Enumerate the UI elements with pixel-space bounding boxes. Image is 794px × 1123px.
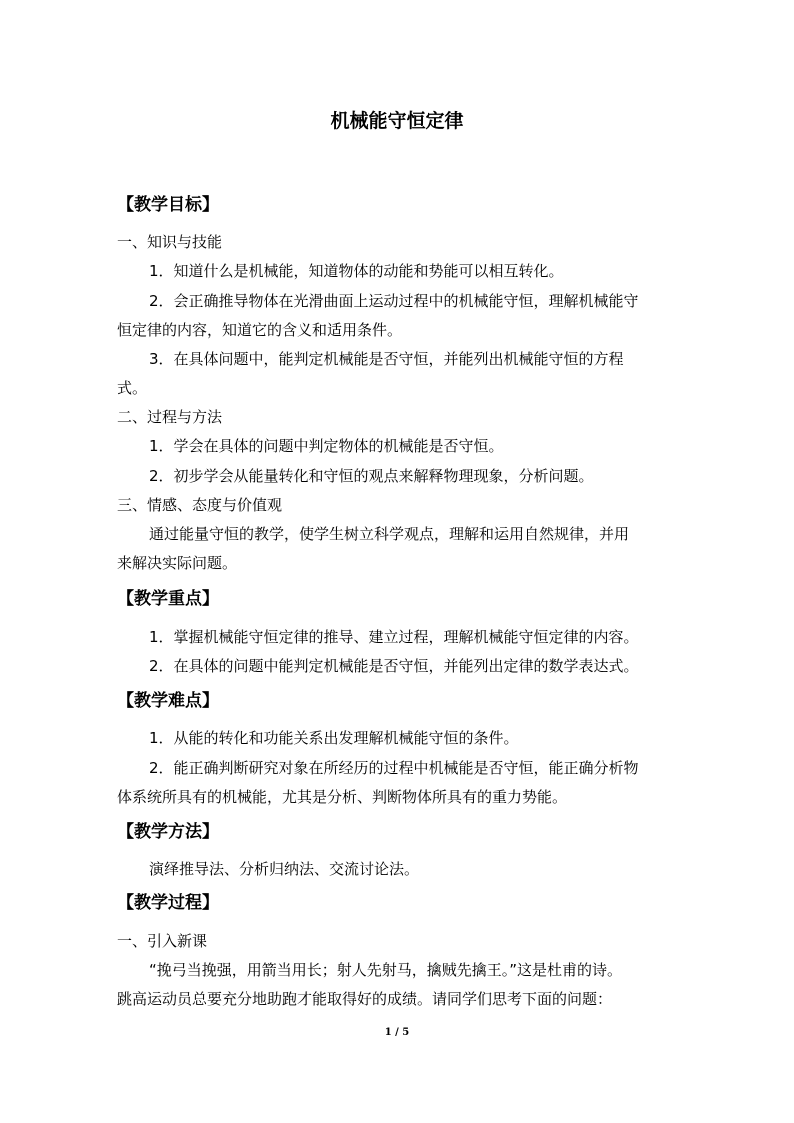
heading-teaching-objectives: 【教学目标】 [117,195,219,215]
introduction-paragraph-line2: 跳高运动员总要充分地助跑才能取得好的成绩。请同学们思考下面的问题： [117,990,613,1008]
objective-item-3-line1: 3．在具体问题中，能判定机械能是否守恒，并能列出机械能守恒的方程 [149,350,624,368]
methods-text: 演绎推导法、分析归纳法、交流讨论法。 [149,860,420,878]
emotion-paragraph-line2: 来解决实际问题。 [117,554,238,572]
document-title: 机械能守恒定律 [330,110,464,132]
heading-teaching-difficulties: 【教学难点】 [117,691,219,711]
objective-item-1: 1．知道什么是机械能，知道物体的动能和势能可以相互转化。 [149,262,564,280]
difficulty-item-2-line2: 体系统所具有的机械能，尤其是分析、判断物体所具有的重力势能。 [117,788,568,806]
section-introduction-title: 一、引入新课 [117,932,208,950]
difficulty-item-2-line1: 2．能正确判断研究对象在所经历的过程中机械能是否守恒，能正确分析物 [149,759,639,777]
process-item-1: 1．学会在具体的问题中判定物体的机械能是否守恒。 [149,437,504,455]
heading-teaching-process: 【教学过程】 [117,893,219,913]
process-item-2: 2．初步学会从能量转化和守恒的观点来解释物理现象，分析问题。 [149,467,594,485]
objective-item-2-line2: 恒定律的内容，知道它的含义和适用条件。 [117,321,403,339]
page-number: 1 / 5 [384,1027,410,1038]
heading-teaching-key-points: 【教学重点】 [117,589,219,609]
section-process-method-title: 二、过程与方法 [117,408,223,426]
objective-item-2-line1: 2．会正确推导物体在光滑曲面上运动过程中的机械能守恒，理解机械能守 [149,292,639,310]
heading-teaching-methods: 【教学方法】 [117,822,219,842]
section-emotion-values-title: 三、情感、态度与价值观 [117,496,283,514]
difficulty-item-1: 1．从能的转化和功能关系出发理解机械能守恒的条件。 [149,729,519,747]
key-point-item-1: 1．掌握机械能守恒定律的推导、建立过程，理解机械能守恒定律的内容。 [149,628,639,646]
section-knowledge-skills-title: 一、知识与技能 [117,233,223,251]
key-point-item-2: 2．在具体的问题中能判定机械能是否守恒，并能列出定律的数学表达式。 [149,657,639,675]
introduction-paragraph-line1: “挽弓当挽强，用箭当用长；射人先射马，擒贼先擒王。”这是杜甫的诗。 [149,961,623,979]
emotion-paragraph-line1: 通过能量守恒的教学，使学生树立科学观点，理解和运用自然规律，并用 [149,525,630,543]
objective-item-3-line2: 式。 [117,379,148,397]
